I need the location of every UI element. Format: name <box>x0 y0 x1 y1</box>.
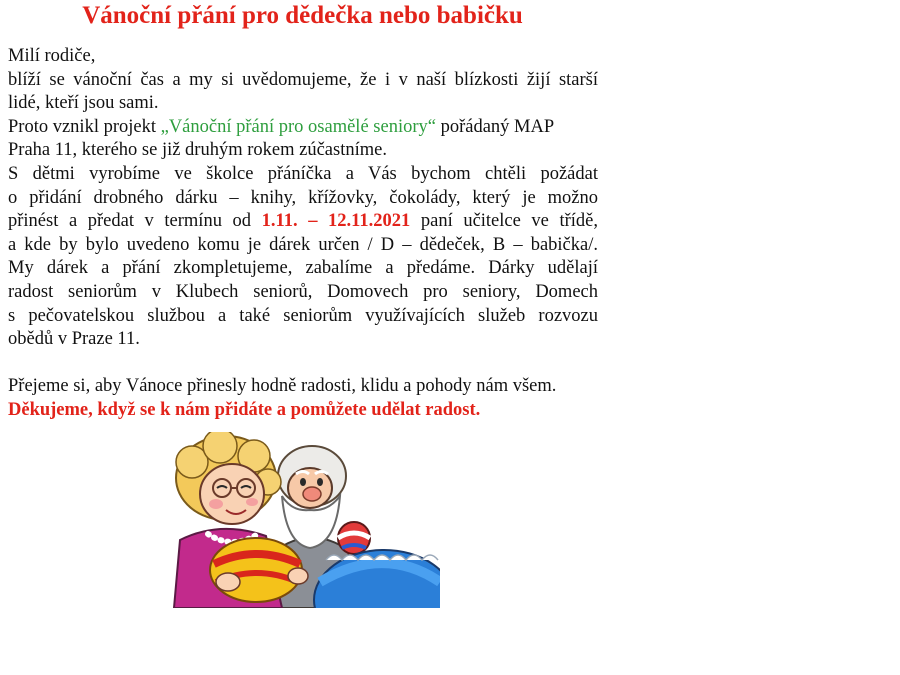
paragraph-3-line-7: s pečovatelskou službou a také seniorům využívajících služeb rozvozu <box>8 305 598 326</box>
grandparents-illustration <box>170 432 440 608</box>
paragraph-2-text-after: pořádaný MAP <box>435 116 555 137</box>
page-title: Vánoční přání pro dědečka nebo babičku <box>82 2 523 29</box>
paragraph-2-line-2: Praha 11, kterého se již druhým rokem zúčastníme. <box>8 140 387 161</box>
thank-you-line: Děkujeme, když se k nám přidáte a pomůžete udělat radost. <box>8 399 481 420</box>
paragraph-3-line-2: o přidání drobného dárku – knihy, křížovky, čokolády, který je možno <box>8 187 598 208</box>
paragraph-2-line-1 <box>8 116 598 140</box>
paragraph-3-line-3 <box>8 210 598 234</box>
paragraph-1-line-1: blíží se vánoční čas a my si uvědomujeme, že i v naší blízkosti žijí starší <box>8 69 598 90</box>
paragraph-gap <box>8 352 598 376</box>
paragraph-3-line-6: radost seniorům v Klubech seniorů, Domovech pro seniory, Domech <box>8 281 598 302</box>
paragraph-3-line-5: My dárek a přání zkompletujeme, zabalíme a předáme. Dárky udělají <box>8 258 598 279</box>
closing-wish: Přejeme si, aby Vánoce přinesly hodně radosti, klidu a pohody nám všem. <box>8 376 557 397</box>
paragraph-3-text-before: přinést a předat v termínu od <box>8 211 262 232</box>
project-name: „Vánoční přání pro osamělé seniory“ <box>160 116 436 137</box>
paragraph-3-line-1: S dětmi vyrobíme ve školce přáníčka a Vás bychom chtěli požádat <box>8 163 598 184</box>
letter-body <box>8 45 598 423</box>
paragraph-2-text-before: Proto vznikl projekt <box>8 116 161 137</box>
paragraph-1-line-2: lidé, kteří jsou sami. <box>8 93 159 114</box>
date-range: 1.11. – 12.11.2021 <box>261 211 411 232</box>
greeting: Milí rodiče, <box>8 46 96 66</box>
paragraph-3-text-after: paní učitelce ve třídě, <box>410 211 598 232</box>
paragraph-3-line-8: obědů v Praze 11. <box>8 329 140 350</box>
paragraph-3-line-4: a kde by bylo uvedeno komu je dárek určen / D – dědeček, B – babička/. <box>8 234 598 255</box>
